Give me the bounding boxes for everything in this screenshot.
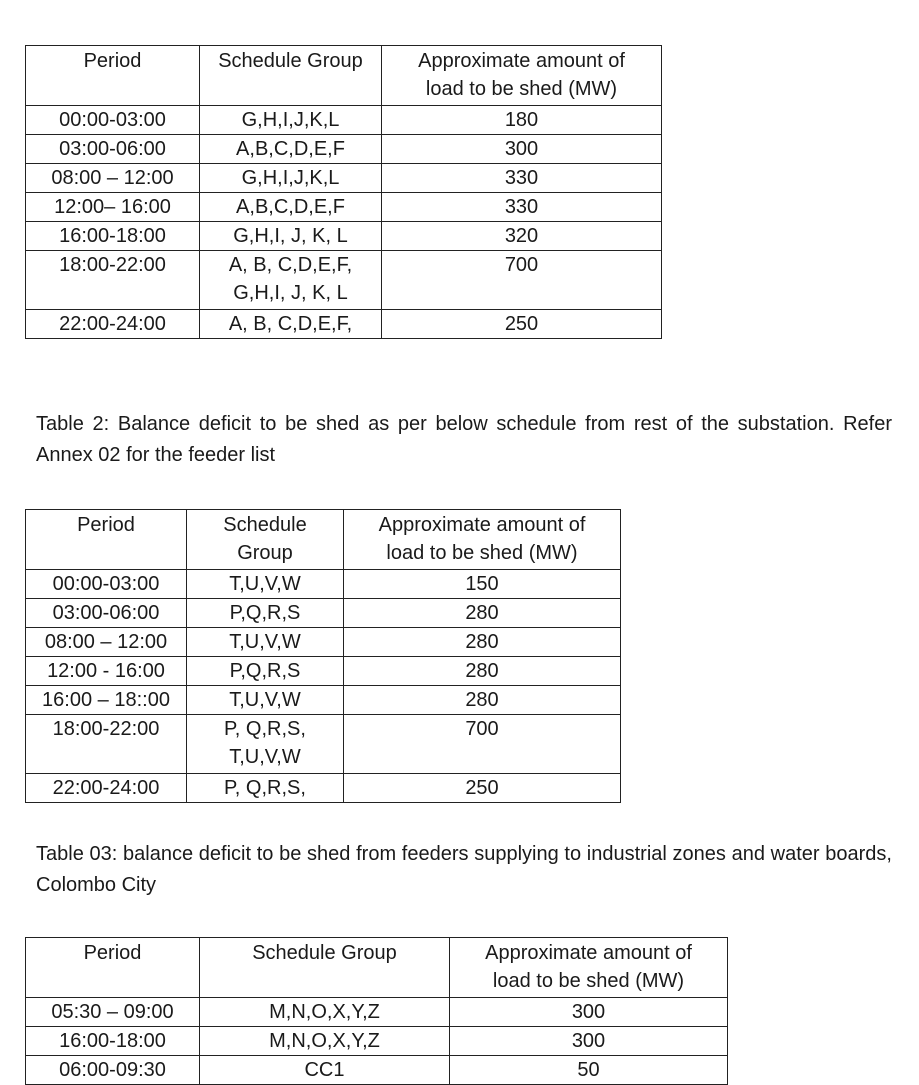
cell-load: 250 bbox=[344, 774, 621, 803]
cell-period: 12:00– 16:00 bbox=[26, 193, 200, 222]
cell-group: CC1 bbox=[200, 1056, 450, 1085]
cell-period: 16:00-18:00 bbox=[26, 222, 200, 251]
header-load-amount: Approximate amount of load to be shed (MW) bbox=[382, 46, 662, 106]
cell-period: 08:00 – 12:00 bbox=[26, 628, 187, 657]
cell-period: 05:30 – 09:00 bbox=[26, 998, 200, 1027]
header-load-amount: Approximate amount of load to be shed (MW) bbox=[344, 510, 621, 570]
table-header-row bbox=[26, 46, 662, 106]
cell-period: 08:00 – 12:00 bbox=[26, 164, 200, 193]
table-row bbox=[26, 686, 621, 715]
table-header-row bbox=[26, 510, 621, 570]
header-schedule-group: Schedule Group bbox=[187, 510, 344, 570]
table-row bbox=[26, 106, 662, 135]
table-3-caption: Table 03: balance deficit to be shed from feeders supplying to industrial zones and water boards, Colombo City bbox=[36, 843, 892, 896]
table-3 bbox=[25, 937, 728, 1085]
header-schedule-group: Schedule Group bbox=[200, 46, 382, 106]
cell-period: 22:00-24:00 bbox=[26, 310, 200, 339]
cell-group: T,U,V,W bbox=[187, 686, 344, 715]
table-row bbox=[26, 164, 662, 193]
header-period: Period bbox=[26, 938, 200, 998]
table-row bbox=[26, 570, 621, 599]
cell-period: 03:00-06:00 bbox=[26, 135, 200, 164]
cell-period: 06:00-09:30 bbox=[26, 1056, 200, 1085]
cell-group: P,Q,R,S bbox=[187, 599, 344, 628]
header-schedule-group: Schedule Group bbox=[200, 938, 450, 998]
cell-group: T,U,V,W bbox=[187, 570, 344, 599]
cell-group: G,H,I, J, K, L bbox=[200, 222, 382, 251]
table-row bbox=[26, 251, 662, 310]
cell-load: 280 bbox=[344, 628, 621, 657]
table-row bbox=[26, 222, 662, 251]
cell-load: 330 bbox=[382, 193, 662, 222]
cell-period: 22:00-24:00 bbox=[26, 774, 187, 803]
cell-load: 280 bbox=[344, 657, 621, 686]
cell-load: 330 bbox=[382, 164, 662, 193]
cell-group: A,B,C,D,E,F bbox=[200, 135, 382, 164]
cell-group: A,B,C,D,E,F bbox=[200, 193, 382, 222]
table-row bbox=[26, 599, 621, 628]
cell-load: 300 bbox=[450, 998, 728, 1027]
cell-period: 18:00-22:00 bbox=[26, 715, 187, 774]
cell-group: G,H,I,J,K,L bbox=[200, 164, 382, 193]
table-row bbox=[26, 193, 662, 222]
table-row bbox=[26, 135, 662, 164]
cell-load: 300 bbox=[450, 1027, 728, 1056]
cell-group: G,H,I,J,K,L bbox=[200, 106, 382, 135]
cell-group: T,U,V,W bbox=[187, 628, 344, 657]
cell-group: A, B, C,D,E,F, bbox=[200, 310, 382, 339]
table-header-row bbox=[26, 938, 728, 998]
cell-period: 16:00-18:00 bbox=[26, 1027, 200, 1056]
cell-load: 300 bbox=[382, 135, 662, 164]
cell-period: 18:00-22:00 bbox=[26, 251, 200, 310]
cell-load: 280 bbox=[344, 686, 621, 715]
cell-load: 50 bbox=[450, 1056, 728, 1085]
header-period: Period bbox=[26, 46, 200, 106]
cell-period: 16:00 – 18::00 bbox=[26, 686, 187, 715]
cell-load: 250 bbox=[382, 310, 662, 339]
cell-load: 700 bbox=[382, 251, 662, 310]
cell-load: 150 bbox=[344, 570, 621, 599]
header-period: Period bbox=[26, 510, 187, 570]
cell-group: M,N,O,X,Y,Z bbox=[200, 998, 450, 1027]
table-row bbox=[26, 715, 621, 774]
cell-load: 320 bbox=[382, 222, 662, 251]
table-2-caption: Table 2: Balance deficit to be shed as per below schedule from rest of the substation. Refer Annex 02 for the feeder list bbox=[36, 413, 892, 466]
table-2 bbox=[25, 509, 621, 803]
cell-load: 180 bbox=[382, 106, 662, 135]
table-row bbox=[26, 1027, 728, 1056]
table-1 bbox=[25, 45, 662, 339]
cell-group: A, B, C,D,E,F, G,H,I, J, K, L bbox=[200, 251, 382, 310]
cell-period: 00:00-03:00 bbox=[26, 570, 187, 599]
table-row bbox=[26, 998, 728, 1027]
cell-group: P, Q,R,S, T,U,V,W bbox=[187, 715, 344, 774]
header-load-amount: Approximate amount of load to be shed (MW) bbox=[450, 938, 728, 998]
cell-period: 03:00-06:00 bbox=[26, 599, 187, 628]
cell-group: P,Q,R,S bbox=[187, 657, 344, 686]
cell-load: 280 bbox=[344, 599, 621, 628]
cell-load: 700 bbox=[344, 715, 621, 774]
cell-group: P, Q,R,S, bbox=[187, 774, 344, 803]
table-row bbox=[26, 628, 621, 657]
cell-group: M,N,O,X,Y,Z bbox=[200, 1027, 450, 1056]
cell-period: 00:00-03:00 bbox=[26, 106, 200, 135]
table-row bbox=[26, 657, 621, 686]
table-row bbox=[26, 774, 621, 803]
table-row bbox=[26, 1056, 728, 1085]
table-row bbox=[26, 310, 662, 339]
cell-period: 12:00 - 16:00 bbox=[26, 657, 187, 686]
